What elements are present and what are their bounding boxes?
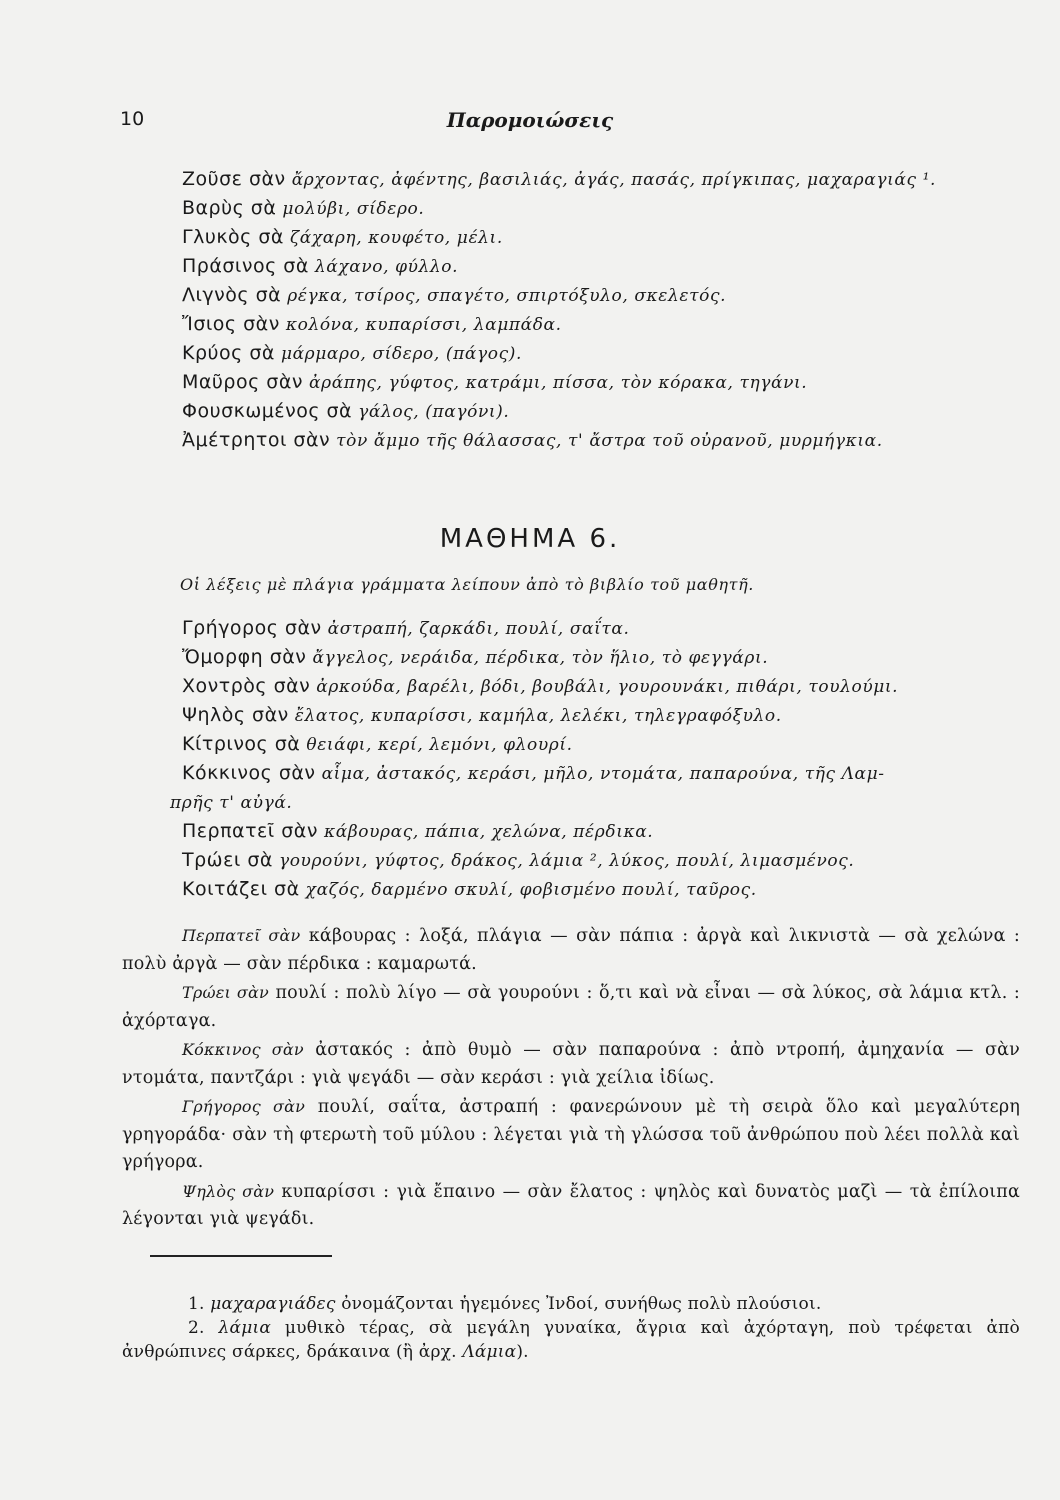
line-rest: ἄρχοντας, ἀφέντης, βασιλιάς, ἀγάς, πασάς, πρίγκιπας, μαχαραγιάς ¹. <box>291 170 936 190</box>
line-lead: Κρύος σὰ <box>182 342 275 364</box>
line-lead: Γλυκὸς σὰ <box>182 226 284 248</box>
line-rest: θειάφι, κερί, λεμόνι, φλουρί. <box>306 735 573 755</box>
line-lead: Χοντρὸς σὰν <box>182 675 311 697</box>
line-rest: ἔλατος, κυπαρίσσι, καμήλα, λελέκι, τηλεγραφόξυλο. <box>294 706 782 726</box>
footnote-term: λάμια <box>218 1318 271 1338</box>
list-a-line <box>182 339 1032 368</box>
simile-list-b <box>170 614 1032 904</box>
line-rest: λάχανο, φύλλο. <box>314 257 459 277</box>
list-b-line <box>182 817 1032 846</box>
footnote <box>122 1292 1020 1316</box>
line-lead: Ἴσιος σὰν <box>182 313 280 335</box>
list-a-line <box>182 223 1032 252</box>
list-a-line <box>182 368 1032 397</box>
line-lead: Φουσκωμένος σὰ <box>182 400 353 422</box>
line-rest: κάβουρας, πάπια, χελώνα, πέρδικα. <box>324 822 654 842</box>
footnote-tail-italic: Λάμια <box>462 1342 517 1362</box>
note-paragraph <box>122 979 1020 1035</box>
line-lead: Ψηλὸς σὰν <box>182 704 289 726</box>
list-b-line <box>182 672 1032 701</box>
list-a-line <box>182 310 1032 339</box>
line-rest: μάρμαρο, σίδερο, (πάγος). <box>280 344 522 364</box>
note-text: πουλί : πολὺ λίγο — σὰ γουρούνι : ὅ,τι καὶ νὰ εἶναι — σὰ λύκος, σὰ λάμια κτλ. : ἀχόρταγα. <box>122 983 1021 1031</box>
line-lead: Πράσινος σὰ <box>182 255 309 277</box>
line-rest: ἄγγελος, νεράιδα, πέρδικα, τὸν ἥλιο, τὸ φεγγάρι. <box>312 648 769 668</box>
list-b-line <box>182 846 1032 875</box>
line-lead: Γρήγορος σὰν <box>182 617 322 639</box>
list-a-line <box>182 281 1032 310</box>
list-a-line <box>182 194 1032 223</box>
line-rest: χαζός, δαρμένο σκυλί, φοβισμένο πουλί, ταῦρος. <box>305 880 757 900</box>
line-lead: Περπατεῖ σὰν <box>182 820 318 842</box>
note-text: ἀστακός : ἀπὸ θυμὸ — σὰν παπαρούνα : ἀπὸ ντροπή, ἀμηχανία — σὰν ντομάτα, παντζάρι : γιὰ ψεγάδι — σὰν κεράσι : γιὰ χείλια ἰδίως. <box>122 1040 1020 1088</box>
list-b-line-continuation <box>170 788 1032 817</box>
note-lead: Γρήγορος σὰν <box>182 1097 306 1116</box>
line-continuation: πρῆς τ' αὐγά. <box>170 793 293 813</box>
note-paragraph <box>122 1093 1020 1177</box>
footnote-tail: ). <box>516 1342 529 1362</box>
line-lead: Ζοῦσε σὰν <box>182 168 286 190</box>
note-paragraph <box>122 1036 1020 1092</box>
page-header <box>120 108 940 138</box>
line-lead: Βαρὺς σὰ <box>182 197 277 219</box>
lesson-title: ΜΑΘΗΜΑ 6. <box>439 524 621 554</box>
line-rest: ἀράπης, γύφτος, κατράμι, πίσσα, τὸν κόρακα, τηγάνι. <box>309 373 808 393</box>
list-a-line <box>182 252 1032 281</box>
list-b-line <box>182 701 1032 730</box>
footnote-text: μυθικὸ τέρας, σὰ μεγάλη γυναίκα, ἄγρια καὶ ἀχόρταγη, ποὺ τρέφεται ἀπὸ ἀνθρώπινες σάρκες, δράκαινα (ἢ ἀρχ. <box>122 1318 1020 1362</box>
footnote-number: 1. <box>188 1294 205 1314</box>
line-rest: ρέγκα, τσίρος, σπαγέτο, σπιρτόξυλο, σκελετός. <box>287 286 727 306</box>
line-lead: Κοιτάζει σὰ <box>182 878 300 900</box>
line-rest: μολύβι, σίδερο. <box>282 199 425 219</box>
line-rest: ἀστραπή, ζαρκάδι, πουλί, σαΐτα. <box>327 619 630 639</box>
list-a-line <box>182 165 1032 194</box>
line-rest: ἀρκούδα, βαρέλι, βόδι, βουβάλι, γουρουνάκι, πιθάρι, τουλούμι. <box>316 677 899 697</box>
note-text: κάβουρας : λοξά, πλάγια — σὰν πάπια : ἀργὰ καὶ λικνιστὰ — σὰ χελώνα : πολὺ ἀργὰ — σὰν πέρδικα : καμαρωτά. <box>122 926 1020 974</box>
line-rest: κολόνα, κυπαρίσσι, λαμπάδα. <box>285 315 562 335</box>
list-b-line <box>182 759 1032 788</box>
list-b-line <box>182 875 1032 904</box>
footnote-text: ὀνομάζονται ἡγεμόνες Ἰνδοί, συνήθως πολὺ πλούσιοι. <box>341 1294 822 1314</box>
footnote-number: 2. <box>188 1318 205 1338</box>
line-lead: Κίτρινος σὰ <box>182 733 301 755</box>
line-lead: Τρώει σὰ <box>182 849 273 871</box>
line-lead: Μαῦρος σὰν <box>182 371 303 393</box>
page-number: 10 <box>120 108 145 130</box>
footnotes <box>122 1292 1020 1364</box>
footnote-rule <box>150 1255 332 1257</box>
line-lead: Ἀμέτρητοι σὰν <box>182 429 331 451</box>
note-paragraph <box>122 922 1020 978</box>
line-rest: ζάχαρη, κουφέτο, μέλι. <box>289 228 503 248</box>
list-b-line <box>182 643 1032 672</box>
note-lead: Ψηλὸς σὰν <box>182 1181 275 1201</box>
note-paragraph <box>122 1178 1020 1234</box>
note-text: πουλί, σαΐτα, ἀστραπή : φανερώνουν μὲ τὴ σειρὰ ὅλο καὶ μεγαλύτερη γρηγοράδα· σὰν τὴ φτερωτὴ τοῦ μύλου : λέγεται γιὰ τὴ γλώσσα τοῦ ἀνθρώπου ποὺ λέει πολλὰ καὶ γρήγορα. <box>122 1097 1021 1172</box>
list-b-line <box>182 614 1032 643</box>
line-lead: Λιγνὸς σὰ <box>182 284 282 306</box>
footnote-term: μαχαραγιάδες <box>210 1294 336 1314</box>
list-b-line <box>182 730 1032 759</box>
running-title: Παρομοιώσεις <box>446 108 614 132</box>
line-lead: Ὄμορφη σὰν <box>182 646 307 668</box>
list-a-line <box>182 397 1032 426</box>
explanatory-notes <box>122 922 1020 1235</box>
note-lead: Τρώει σὰν <box>182 983 269 1002</box>
line-rest: γουρούνι, γύφτος, δράκος, λάμια ², λύκος, πουλί, λιμασμένος. <box>278 851 855 871</box>
line-rest: γάλος, (παγόνι). <box>358 402 510 422</box>
list-a-line <box>182 426 1032 455</box>
note-text: κυπαρίσσι : γιὰ ἔπαινο — σὰν ἔλατος : ψηλὸς καὶ δυνατὸς μαζὶ — τὰ ἐπίλοιπα λέγονται γιὰ ψεγάδι. <box>122 1181 1020 1229</box>
line-rest: τὸν ἄμμο τῆς θάλασσας, τ' ἄστρα τοῦ οὐρανοῦ, μυρμήγκια. <box>336 431 883 451</box>
lesson-instruction: Οἱ λέξεις μὲ πλάγια γράμματα λείπουν ἀπὸ τὸ βιβλίο τοῦ μαθητῆ. <box>180 575 754 594</box>
note-lead: Περπατεῖ σὰν <box>182 926 301 945</box>
line-rest: αἷμα, ἀστακός, κεράσι, μῆλο, ντομάτα, παπαρούνα, τῆς Λαμ- <box>321 764 885 784</box>
footnote <box>122 1316 1020 1364</box>
line-lead: Κόκκινος σὰν <box>182 762 316 784</box>
note-lead: Κόκκινος σὰν <box>182 1040 304 1059</box>
simile-list-a <box>182 165 1032 455</box>
